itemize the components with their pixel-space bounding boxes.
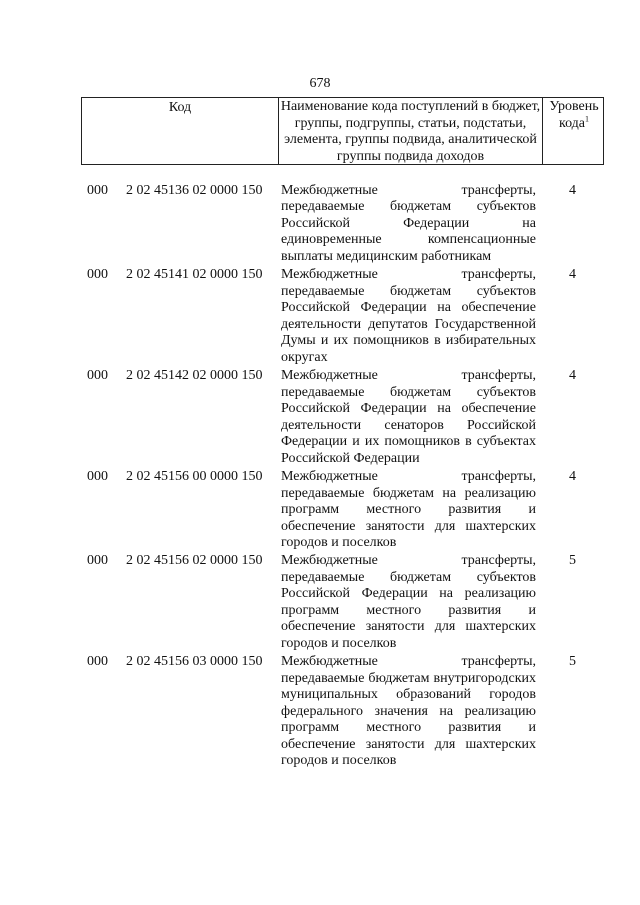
row-level: 4 — [569, 267, 576, 282]
row-prefix: 000 — [87, 553, 108, 568]
row-name: Межбюджетные трансферты, передаваемые бюджетам субъектов Российской Федерации на обеспечение деятельности депутатов Государственной Думы и их помощников в избирательных округах — [281, 267, 536, 365]
row-name: Межбюджетные трансферты, передаваемые бюджетам субъектов Российской Федерации на единовременные компенсационные выплаты медицинским работникам — [281, 183, 536, 264]
header-level — [542, 98, 605, 164]
row-level: 4 — [569, 368, 576, 383]
row-name: Межбюджетные трансферты, передаваемые бюджетам субъектов Российской Федерации на реализацию программ местного развития и обеспечение занятости для шахтерских городов и поселков — [281, 553, 536, 651]
row-code: 2 02 45136 02 0000 150 — [126, 183, 263, 198]
row-prefix: 000 — [87, 654, 108, 669]
header-level-label: Уровень кода — [549, 99, 599, 131]
header-name: Наименование кода поступлений в бюджет, группы, подгруппы, статьи, подстатьи, элемента, группы подвида, аналитической группы подвида доходов — [280, 99, 541, 164]
header-code: Код — [82, 98, 279, 164]
row-name: Межбюджетные трансферты, передаваемые бюджетам на реализацию программ местного развития и обеспечение занятости для шахтерских городов и поселков — [281, 469, 536, 550]
row-name: Межбюджетные трансферты, передаваемые бюджетам внутригородских муниципальных образований городов федерального значения на реализацию программ местного развития и обеспечение занятости для шахтерских городов и поселков — [281, 654, 536, 768]
row-prefix: 000 — [87, 183, 108, 198]
row-code: 2 02 45156 00 0000 150 — [126, 469, 263, 484]
row-name: Межбюджетные трансферты, передаваемые бюджетам субъектов Российской Федерации на обеспечение деятельности сенаторов Российской Федерации и их помощников в субъектах Российской Федерации — [281, 368, 536, 466]
row-prefix: 000 — [87, 267, 108, 282]
row-code: 2 02 45156 03 0000 150 — [126, 654, 263, 669]
row-code: 2 02 45141 02 0000 150 — [126, 267, 263, 282]
page-number: 678 — [309, 76, 331, 91]
row-prefix: 000 — [87, 469, 108, 484]
row-level: 5 — [569, 654, 576, 669]
row-code: 2 02 45142 02 0000 150 — [126, 368, 263, 383]
table-header — [81, 97, 604, 165]
row-level: 4 — [569, 183, 576, 198]
row-prefix: 000 — [87, 368, 108, 383]
row-level: 4 — [569, 469, 576, 484]
footnote-marker: 1 — [585, 113, 590, 123]
row-code: 2 02 45156 02 0000 150 — [126, 553, 263, 568]
row-level: 5 — [569, 553, 576, 568]
